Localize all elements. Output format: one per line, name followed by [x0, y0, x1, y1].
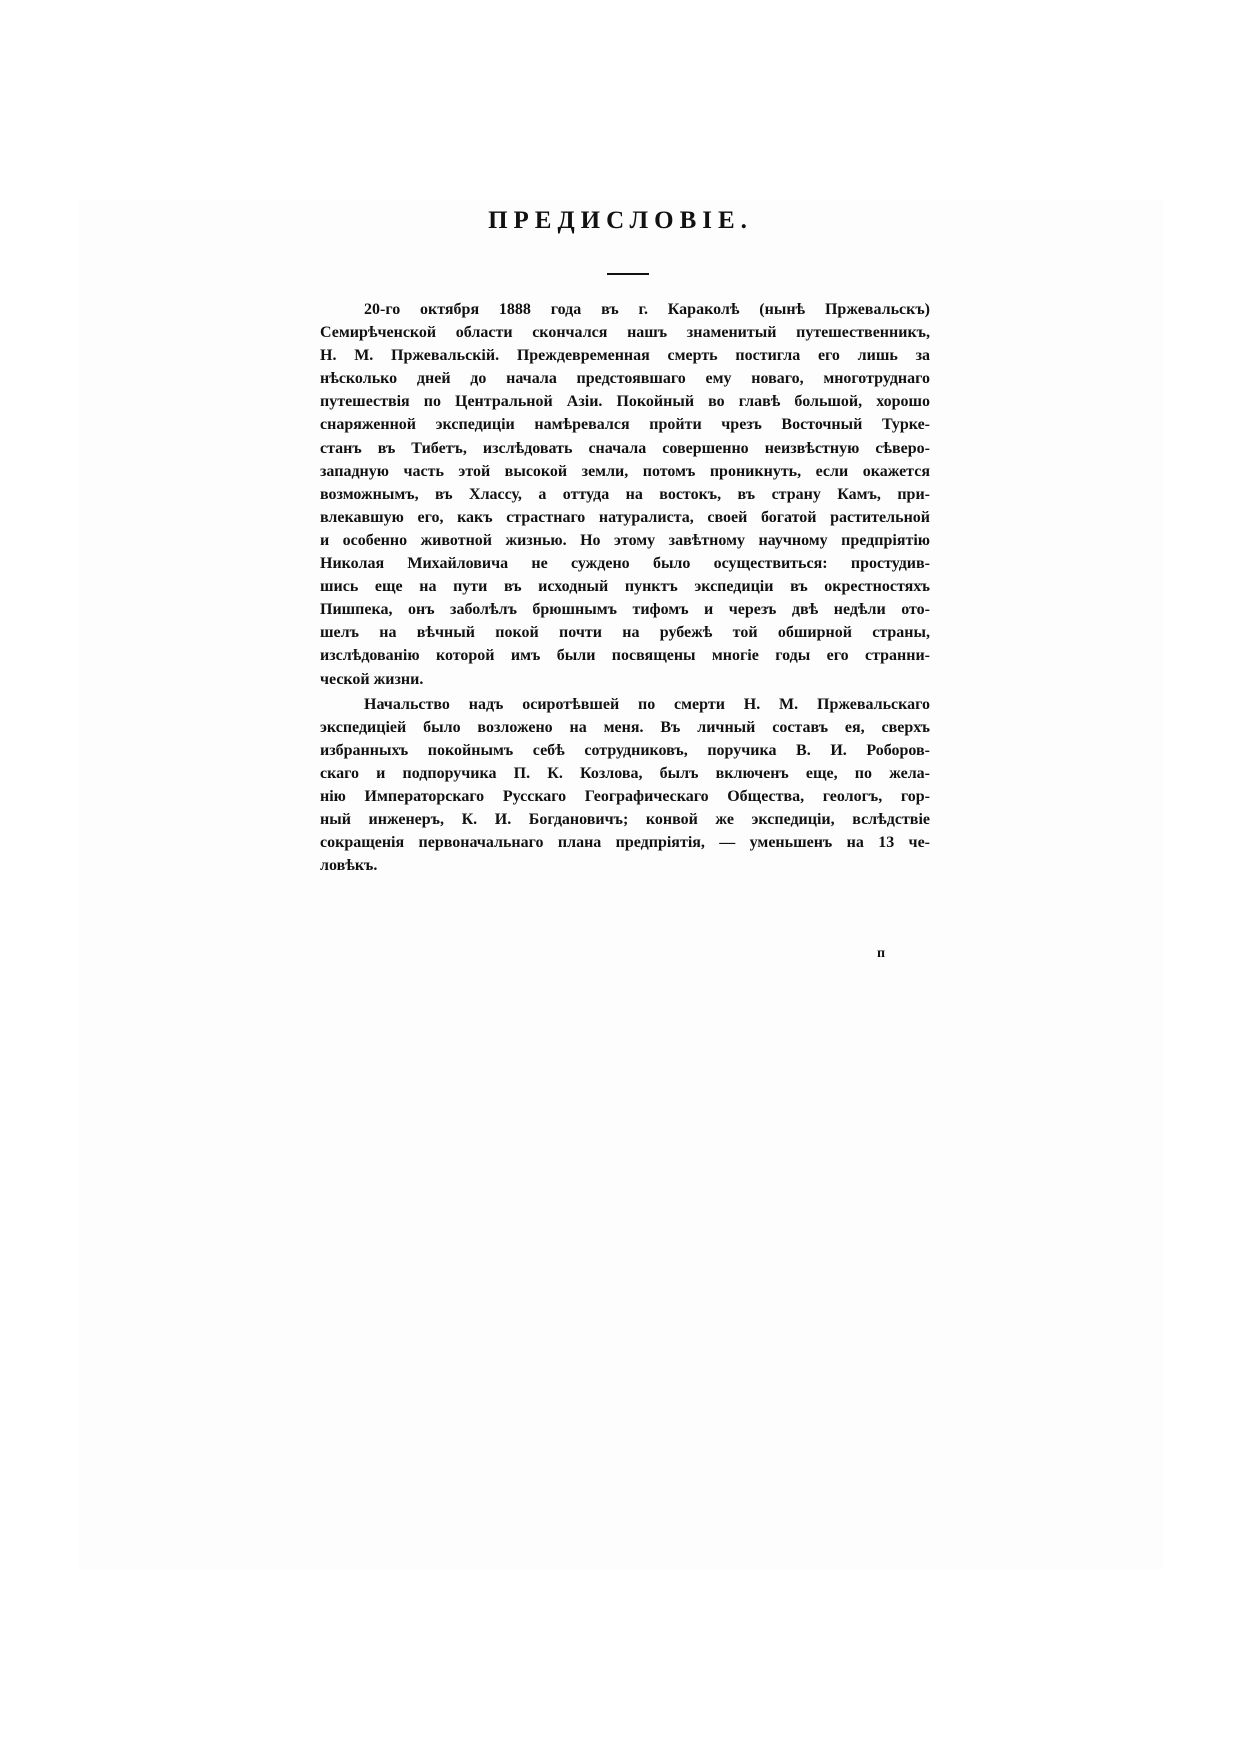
paragraph [320, 298, 930, 691]
text-line: избранныхъ покойнымъ себѣ сотрудниковъ, поручика В. И. Роборов- [320, 741, 930, 759]
page-title: ПРЕДИСЛОВIЕ. [488, 207, 753, 234]
text-line: шись еще на пути въ исходный пунктъ экспедиціи въ окрестностяхъ [320, 578, 930, 596]
text-line: Н. М. Пржевальскій. Преждевременная смерть постигла его лишь за [320, 347, 930, 365]
text-line: Пишпека, онъ заболѣлъ брюшнымъ тифомъ и черезъ двѣ недѣли ото- [320, 601, 930, 619]
text-line: ческой жизни. [320, 670, 424, 688]
text-line: скаго и подпоручика П. К. Козлова, былъ включенъ еще, по жела- [320, 764, 930, 782]
text-line: ловѣкъ. [320, 857, 378, 875]
signature-mark: п [877, 946, 886, 961]
text-line: экспедиціей было возложено на меня. Въ личный составъ ея, сверхъ [320, 718, 930, 736]
body-text [320, 298, 930, 877]
text-line: Николая Михайловича не суждено было осуществиться: простудив- [320, 555, 930, 573]
text-line: сокращенія первоначальнаго плана предпріятія, — уменьшенъ на 13 че- [320, 834, 930, 852]
text-line: шелъ на вѣчный покой почти на рубежѣ той обширной страны, [320, 624, 930, 642]
text-line: нію Императорскаго Русскаго Географическаго Общества, геологъ, гор- [320, 787, 930, 805]
text-line: Начальство надъ осиротѣвшей по смерти Н. М. Пржевальскаго [364, 695, 930, 713]
text-line: влекавшую его, какъ страстнаго натуралиста, своей богатой растительной [320, 508, 930, 526]
text-line: путешествія по Центральной Азіи. Покойный во главѣ большой, хорошо [320, 393, 930, 411]
text-line: и особенно животной жизнью. Но этому завѣтному научному предпріятію [320, 531, 930, 549]
text-line: изслѣдованію которой имъ были посвящены многіе годы его странни- [320, 647, 930, 665]
text-line: станъ въ Тибетъ, изслѣдовать сначала совершенно неизвѣстную сѣверо- [320, 439, 930, 457]
text-line: 20-го октября 1888 года въ г. Караколѣ (нынѣ Пржевальскъ) [364, 301, 930, 318]
title-divider [607, 273, 649, 275]
paragraph [320, 693, 930, 878]
text-line: нѣсколько дней до начала предстоявшаго ему новаго, многотруднаго [320, 370, 930, 388]
text-line: западную часть этой высокой земли, потомъ проникнуть, если окажется [320, 462, 930, 480]
text-line: возможнымъ, въ Хлассу, а оттуда на востокъ, въ страну Камъ, при- [320, 485, 930, 503]
text-line: Семирѣченской области скончался нашъ знаменитый путешественникъ, [320, 324, 930, 342]
text-line: снаряженной экспедиціи намѣревался пройти чрезъ Восточный Турке- [320, 416, 930, 434]
text-line: ный инженеръ, К. И. Богдановичъ; конвой же экспедиціи, вслѣдствіе [320, 811, 930, 829]
